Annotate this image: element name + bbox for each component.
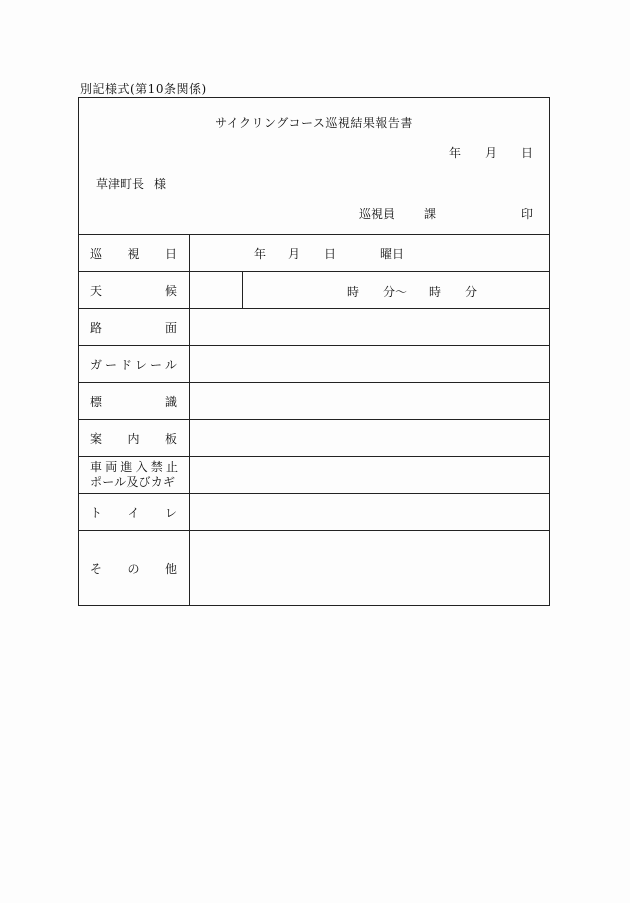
- form-title: サイクリングコース巡視結果報告書: [215, 116, 413, 130]
- time-start-minute: 分〜: [383, 285, 408, 299]
- label-char: 案: [90, 431, 103, 446]
- label-char: ー: [149, 357, 162, 372]
- addressee-honorific: 様: [154, 177, 167, 191]
- row-patrol-date: [79, 235, 549, 272]
- label-char: ト: [90, 505, 103, 520]
- toilet-field[interactable]: [190, 494, 549, 530]
- label-char: イ: [127, 505, 140, 520]
- label-char: 止: [165, 460, 178, 474]
- label-char: 識: [164, 394, 177, 409]
- row-weather: [79, 272, 549, 309]
- report-date[interactable]: [449, 144, 533, 161]
- label-guide-board: [79, 420, 190, 456]
- addressee: [96, 175, 166, 192]
- label-char: 標: [90, 394, 103, 409]
- label-char: 両: [105, 460, 118, 474]
- time-end-minute: 分: [465, 285, 478, 299]
- row-toilet: [79, 494, 549, 531]
- guide-board-field[interactable]: [190, 420, 549, 456]
- patrol-date-year: 年: [254, 246, 267, 261]
- addressee-name: 草津町長: [96, 177, 145, 191]
- time-range-field[interactable]: [243, 272, 549, 308]
- row-road-surface: [79, 309, 549, 346]
- label-char: 内: [127, 431, 140, 446]
- row-guardrail: [79, 346, 549, 383]
- label-char: ル: [164, 357, 177, 372]
- road-surface-field[interactable]: [190, 309, 549, 345]
- time-start-hour: 時: [347, 285, 360, 299]
- signs-field[interactable]: [190, 383, 549, 419]
- label-char: レ: [164, 505, 177, 520]
- label-char: 禁: [150, 460, 163, 474]
- label-char: 候: [164, 283, 177, 298]
- weather-field[interactable]: [190, 272, 243, 308]
- form-header: [79, 98, 549, 235]
- label-line-1: [90, 460, 178, 475]
- inspector-line[interactable]: [359, 205, 533, 222]
- patrol-date-field[interactable]: [190, 235, 549, 271]
- vehicle-pole-field[interactable]: [190, 457, 549, 493]
- report-date-year: 年: [448, 146, 461, 160]
- report-date-day: 日: [520, 146, 533, 160]
- label-char: そ: [90, 561, 103, 576]
- patrol-date-weekday: 曜日: [380, 246, 405, 261]
- weather-value: [190, 272, 549, 308]
- label-char: 視: [127, 246, 140, 261]
- label-char: 巡: [90, 246, 103, 261]
- label-vehicle-pole: [79, 457, 190, 493]
- report-date-month: 月: [484, 146, 497, 160]
- label-weather: [79, 272, 190, 308]
- label-char: の: [127, 561, 140, 576]
- label-guardrail: [79, 346, 190, 382]
- label-char: 路: [90, 320, 103, 335]
- label-char: 車: [90, 460, 103, 474]
- inspector-unit: 課: [424, 207, 437, 221]
- label-char: 板: [164, 431, 177, 446]
- row-vehicle-pole: [79, 457, 549, 494]
- label-char: 他: [164, 561, 177, 576]
- label-char: ガ: [90, 357, 103, 372]
- label-char: 入: [135, 460, 148, 474]
- seal-mark: 印: [520, 207, 533, 221]
- other-field[interactable]: [190, 531, 549, 605]
- label-signs: [79, 383, 190, 419]
- row-guide-board: [79, 420, 549, 457]
- label-char: 面: [164, 320, 177, 335]
- label-patrol-date: [79, 235, 190, 271]
- patrol-date-day: 日: [324, 246, 337, 261]
- label-char: レ: [134, 357, 147, 372]
- label-char: 進: [120, 460, 133, 474]
- label-char: 日: [164, 246, 177, 261]
- report-form: [78, 97, 550, 606]
- patrol-date-month: 月: [288, 246, 301, 261]
- row-other: [79, 531, 549, 605]
- label-line-2: ポール及びカギ: [90, 475, 176, 489]
- time-end-hour: 時: [429, 285, 442, 299]
- form-reference: 別記様式(第10条関係): [80, 82, 207, 96]
- label-toilet: [79, 494, 190, 530]
- label-char: ド: [119, 357, 132, 372]
- label-other: [79, 531, 190, 605]
- label-char: ー: [104, 357, 117, 372]
- label-road-surface: [79, 309, 190, 345]
- row-signs: [79, 383, 549, 420]
- label-char: 天: [90, 283, 103, 298]
- guardrail-field[interactable]: [190, 346, 549, 382]
- inspector-label: 巡視員: [359, 207, 396, 221]
